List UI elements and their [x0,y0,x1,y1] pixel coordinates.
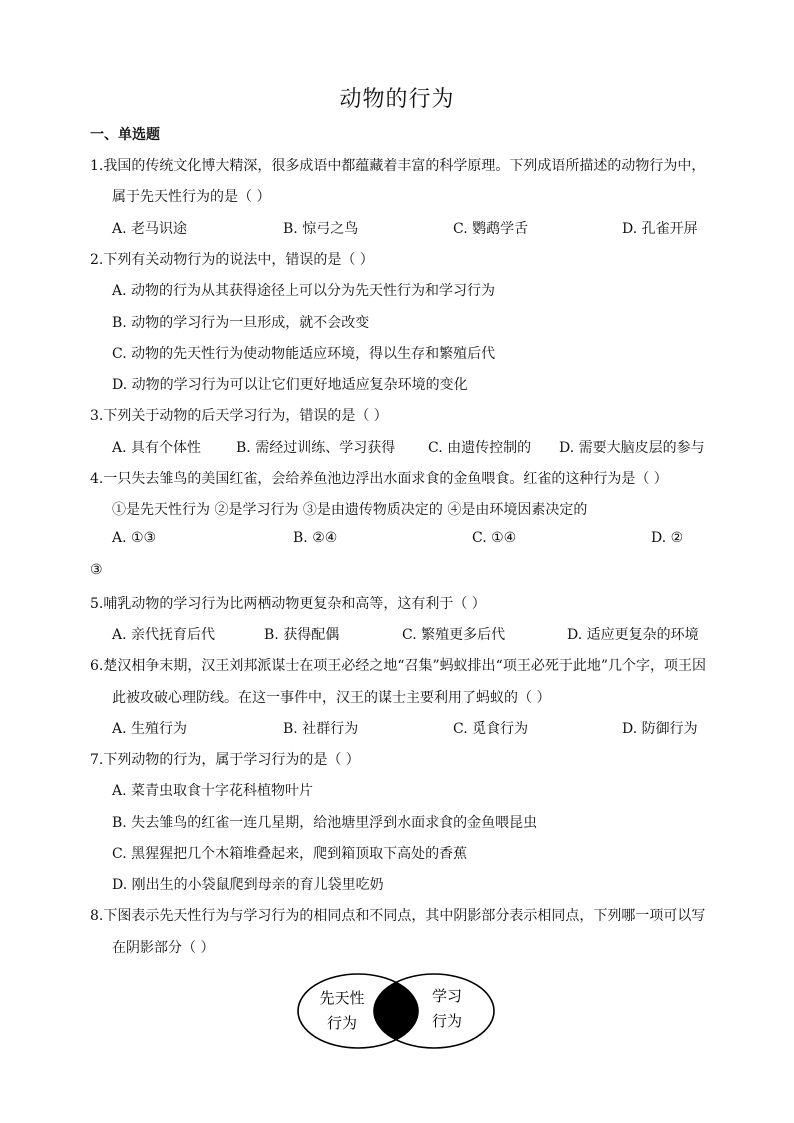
question-2-stem: 2.下列有关动物行为的说法中，错误的是（ ） [90,252,374,268]
section-heading: 一、单选题 [90,127,160,143]
question-5-option-a: A. 亲代抚育后代 [112,627,216,643]
question-4-statements: ①是先天性行为 ②是学习行为 ③是由遗传物质决定的 ④是由环境因素决定的 [112,502,588,518]
venn-diagram [296,972,496,1050]
question-3-option-d: D. 需要大脑皮层的参与 [559,440,705,456]
question-4-option-c: C. ①④ [472,530,517,546]
question-3-option-b: B. 需经过训练、学习获得 [236,440,396,456]
question-7-option-d: D. 刚出生的小袋鼠爬到母亲的育儿袋里吃奶 [112,877,384,893]
question-3-stem: 3.下列关于动物的后天学习行为，错误的是（ ） [90,408,388,424]
question-1-stem-cont: 属于先天性行为的是（ ） [112,189,271,205]
venn-left-label-2: 行为 [326,1014,358,1032]
question-6-option-b: B. 社群行为 [283,721,359,737]
question-5-option-b: B. 获得配偶 [264,627,340,643]
question-3-option-a: A. 具有个体性 [112,440,202,456]
question-6-stem: 6.楚汉相争末期，汉王刘邦派谋士在项王必经之地“召集”蚂蚁排出“项王必死于此地”几个字，项王因 [90,658,706,674]
question-7-option-b: B. 失去雏鸟的红雀一连几星期，给池塘里浮到水面求食的金鱼喂昆虫 [112,815,538,831]
question-6-option-c: C. 觅食行为 [453,721,529,737]
question-7-option-a: A. 菜青虫取食十字花科植物叶片 [112,783,314,799]
question-1-option-a: A. 老马识途 [112,221,188,237]
question-2-option-a: A. 动物的行为从其获得途径上可以分为先天性行为和学习行为 [112,283,496,299]
page-title: 动物的行为 [339,87,455,112]
question-4-option-b: B. ②④ [293,530,338,546]
question-2-option-d: D. 动物的学习行为可以让它们更好地适应复杂环境的变化 [112,377,468,393]
question-5-option-d: D. 适应更复杂的环境 [567,627,699,643]
question-3-option-c: C. 由遗传控制的 [428,440,532,456]
question-1-option-d: D. 孔雀开屏 [622,221,698,237]
question-1-stem: 1.我国的传统文化博大精深，很多成语中都蕴藏着丰富的科学原理。下列成语所描述的动物行为中， [90,158,706,174]
question-7-stem: 7.下列动物的行为，属于学习行为的是（ ） [90,752,360,768]
question-6-option-d: D. 防御行为 [622,721,698,737]
question-6-stem-cont: 此被攻破心理防线。在这一事件中，汉王的谋士主要利用了蚂蚁的（ ） [112,690,551,706]
question-2-option-b: B. 动物的学习行为一旦形成，就不会改变 [112,315,370,331]
question-5-stem: 5.哺乳动物的学习行为比两栖动物更复杂和高等，这有利于（ ） [90,596,486,612]
venn-right-label-2: 行为 [431,1012,463,1030]
question-6-option-a: A. 生殖行为 [112,721,188,737]
question-4-option-a: A. ①③ [112,530,157,546]
question-4-option-d-wrap: ③ [90,562,103,578]
question-7-option-c: C. 黑猩猩把几个木箱堆叠起来，爬到箱顶取下高处的香蕉 [112,846,468,862]
question-1-option-b: B. 惊弓之鸟 [283,221,359,237]
question-1-option-c: C. 鹦鹉学舌 [453,221,529,237]
question-2-option-c: C. 动物的先天性行为使动物能适应环境，得以生存和繁殖后代 [112,346,496,362]
question-8-stem-cont: 在阴影部分（ ） [112,940,215,956]
question-8-stem: 8.下图表示先天性行为与学习行为的相同点和不同点，其中阴影部分表示相同点，下列哪一项可以写 [90,908,706,924]
question-4-stem: 4.一只失去雏鸟的美国红雀，会给养鱼池边浮出水面求食的金鱼喂食。红雀的这种行为是（ ） [90,471,668,487]
venn-right-label-1: 学习 [431,987,463,1005]
question-5-option-c: C. 繁殖更多后代 [402,627,506,643]
question-4-option-d: D. ② [651,530,684,546]
venn-left-label-1: 先天性 [319,989,365,1007]
